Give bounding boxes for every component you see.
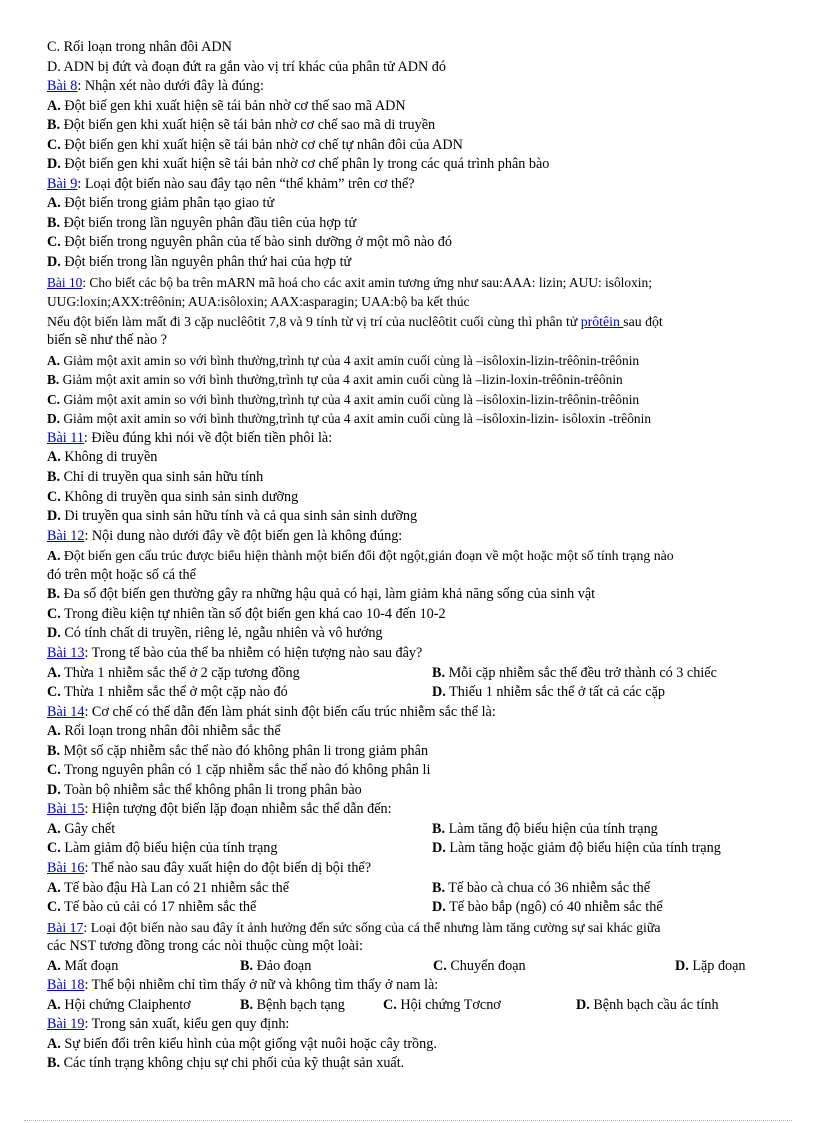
question-12: Bài 12: Nội dung nào dưới đây về đột biến gen là không đúng: — [47, 527, 403, 544]
q15-option-c: C. Làm giảm độ biểu hiện của tính trạng — [47, 840, 278, 857]
q18-option-a: A. Hội chứng Claiphentơ — [47, 996, 191, 1013]
q15-option-d: D. Làm tăng hoặc giảm độ biểu hiện của tính trạng — [432, 840, 721, 857]
question-11: Bài 11: Điều đúng khi nói về đột biến tiền phôi là: — [47, 429, 333, 446]
question-10-condition: Nếu đột biến làm mất đi 3 cặp nuclêôtit 7,8 và 9 tính từ vị trí của nuclêôtit cuối cùng thì phân tử prôtêin sau đột — [47, 313, 663, 329]
q17-option-b: B. Đảo đoạn — [240, 957, 312, 974]
question-15-link[interactable]: Bài 15 — [47, 801, 85, 818]
q9-option-a: A. Đột biến trong giảm phân tạo giao tử — [47, 195, 275, 212]
q8-option-c: C. Đột biến gen khi xuất hiện sẽ tái bản nhờ cơ chế tự nhân đôi của ADN — [47, 136, 463, 153]
q16-option-d: D. Tế bào bắp (ngô) có 40 nhiễm sắc thể — [432, 899, 663, 916]
question-19: Bài 19: Trong sản xuất, kiểu gen quy định: — [47, 1016, 290, 1033]
option-c: C. Rối loạn trong nhân đôi ADN — [47, 39, 232, 55]
q19-option-b: B. Các tính trạng không chịu sự chi phối của kỹ thuật sản xuất. — [47, 1055, 405, 1072]
protein-link[interactable]: prôtêin — [580, 313, 624, 329]
question-10-ask: biến sẽ như thế nào ? — [47, 332, 167, 349]
question-16-link[interactable]: Bài 16 — [47, 859, 85, 876]
question-12-link[interactable]: Bài 12 — [47, 527, 85, 544]
q14-option-b: B. Một số cặp nhiễm sắc thể nào đó không phân li trong giảm phân — [47, 742, 429, 759]
q15-option-a: A. Gây chết — [47, 820, 116, 837]
q15-option-b: B. Làm tăng độ biểu hiện của tính trạng — [432, 820, 658, 837]
question-8: Bài 8: Nhận xét nào dưới đây là đúng: — [47, 78, 264, 95]
question-18-link[interactable]: Bài 18 — [47, 977, 85, 994]
question-10-link[interactable]: Bài 10 — [47, 274, 83, 290]
question-19-link[interactable]: Bài 19 — [47, 1016, 85, 1033]
q12-option-a-cont: đó trên một hoặc số cá thể — [47, 566, 196, 583]
question-17-cont: các NST tương đồng trong các nòi thuộc cùng một loài: — [47, 938, 363, 955]
q12-option-a: A. Đột biến gen cấu trúc được biểu hiện thành một biến đổi đột ngột,gián đoạn về một hoặc một số tính trạng nào — [47, 548, 674, 564]
q8-option-d: D. Đột biến gen khi xuất hiện sẽ tái bản nhờ cơ chế phân ly trong các quá trình phân bào — [47, 156, 550, 173]
q11-option-a: A. Không di truyền — [47, 449, 158, 466]
q12-option-c: C. Trong điều kiện tự nhiên tần số đột biến gen khá cao 10-4 đến 10-2 — [47, 605, 446, 622]
q11-option-b: B. Chỉ di truyền qua sinh sản hữu tính — [47, 469, 264, 486]
q9-option-d: D. Đột biến trong lần nguyên phân thứ hai của hợp tử — [47, 254, 352, 271]
q18-option-d: D. Bệnh bạch cầu ác tính — [576, 996, 719, 1013]
question-14-link[interactable]: Bài 14 — [47, 703, 85, 720]
question-9-link[interactable]: Bài 9 — [47, 175, 78, 192]
q13-option-a: A. Thừa 1 nhiễm sắc thể ở 2 cặp tương đồng — [47, 664, 300, 681]
q17-option-c: C. Chuyển đoạn — [433, 957, 526, 974]
q13-options-row-1 — [47, 664, 771, 684]
q16-option-b: B. Tế bào cà chua có 36 nhiễm sắc thể — [432, 879, 650, 896]
option-d: D. ADN bị đứt và đoạn đứt ra gắn vào vị trí khác của phân tử ADN đó — [47, 58, 446, 75]
question-8-link[interactable]: Bài 8 — [47, 78, 78, 95]
question-9: Bài 9: Loại đột biến nào sau đây tạo nên “thể khảm” trên cơ thể? — [47, 175, 415, 192]
q12-option-b: B. Đa số đột biến gen thường gây ra những hậu quả có hại, làm giảm khả năng sống của sinh vật — [47, 586, 596, 603]
question-10-codons: UUG:loxin;AXX:trêônin; AUA:isôloxin; AAX:asparagin; UAA:bộ ba kết thúc — [47, 294, 470, 310]
question-13-link[interactable]: Bài 13 — [47, 644, 85, 661]
question-17: Bài 17: Loại đột biến nào sau đây ít ảnh hưởng đến sức sống của cá thể nhưng làm tăng cường sự sai khác giữa — [47, 919, 661, 935]
q8-option-a: A. Đột biế gen khi xuất hiện sẽ tái bản nhờ cơ thế sao mã ADN — [47, 97, 406, 114]
question-16: Bài 16: Thể nào sau đây xuất hiện do đột biến dị bội thể? — [47, 859, 372, 876]
question-11-link[interactable]: Bài 11 — [47, 429, 84, 446]
q16-options-row-2 — [47, 898, 771, 918]
q13-option-c: C. Thừa 1 nhiễm sắc thể ở một cặp nào đó — [47, 684, 288, 701]
q10-option-c: C. Giảm một axit amin so với bình thường,trình tự của 4 axit amin cuối cùng là –isôloxin-lizin-trêônin-trêônin — [47, 391, 640, 407]
question-14: Bài 14: Cơ chế có thể dẫn đến làm phát sinh đột biến cấu trúc nhiễm sắc thể là: — [47, 703, 496, 720]
q9-option-c: C. Đột biến trong nguyên phân của tế bào sinh dưỡng ở một mô nào đó — [47, 234, 452, 251]
q11-option-c: C. Không di truyền qua sinh sản sinh dưỡng — [47, 488, 299, 505]
q11-option-d: D. Di truyền qua sinh sản hữu tính và cả qua sinh sản sinh dưỡng — [47, 508, 418, 525]
q19-option-a: A. Sự biến đổi trên kiểu hình của một giống vật nuôi hoặc cây trồng. — [47, 1035, 437, 1052]
q18-option-c: C. Hội chứng Tơcnơ — [383, 996, 501, 1013]
q10-option-d: D. Giảm một axit amin so với bình thường,trình tự của 4 axit amin cuối cùng là –isôloxin-lizin- isôloxin -trêônin — [47, 411, 652, 427]
question-10: Bài 10: Cho biết các bộ ba trên mARN mã hoá cho các axit amin tương ứng như sau:AAA: lizin; AUU: isôloxin; — [47, 274, 652, 290]
q13-option-b: B. Mỗi cặp nhiễm sắc thể đều trở thành có 3 chiếc — [432, 664, 717, 681]
document-page — [47, 38, 771, 1074]
question-15: Bài 15: Hiện tượng đột biến lặp đoạn nhiễm sắc thể dẫn đến: — [47, 801, 392, 818]
q17-options-row — [47, 957, 771, 977]
q16-option-c: C. Tế bào củ cải có 17 nhiễm sắc thể — [47, 899, 257, 916]
q9-option-b: B. Đột biến trong lần nguyên phân đầu tiên của hợp tử — [47, 214, 357, 231]
page-bottom-rule — [24, 1120, 792, 1121]
q18-options-row — [47, 996, 771, 1016]
q13-options-row-2 — [47, 683, 771, 703]
q14-option-d: D. Toàn bộ nhiễm sắc thể không phân li trong phân bào — [47, 781, 362, 798]
question-17-link[interactable]: Bài 17 — [47, 919, 84, 935]
question-18: Bài 18: Thể bội nhiễm chỉ tìm thấy ở nữ và không tìm thấy ở nam là: — [47, 977, 439, 994]
q15-options-row-1 — [47, 820, 771, 840]
q16-option-a: A. Tế bào đậu Hà Lan có 21 nhiễm sắc thể — [47, 879, 290, 896]
question-13: Bài 13: Trong tế bào của thể ba nhiễm có hiện tượng nào sau đây? — [47, 644, 423, 661]
q18-option-b: B. Bệnh bạch tạng — [240, 996, 345, 1013]
q14-option-a: A. Rối loạn trong nhân đôi nhiễm sắc thể — [47, 723, 281, 740]
q13-option-d: D. Thiếu 1 nhiễm sắc thể ở tất cả các cặp — [432, 684, 665, 701]
q10-option-a: A. Giảm một axit amin so với bình thường,trình tự của 4 axit amin cuối cùng là –isôloxin-lizin-trêônin-trêônin — [47, 352, 640, 368]
q12-option-d: D. Có tính chất di truyền, riêng lẻ, ngẫu nhiên và vô hướng — [47, 625, 383, 642]
q16-options-row-1 — [47, 879, 771, 899]
q17-option-d: D. Lặp đoạn — [675, 957, 746, 974]
q10-option-b: B. Giảm một axit amin so với bình thường,trình tự của 4 axit amin cuối cùng là –lizin-loxin-trêônin-trêônin — [47, 372, 623, 388]
q17-option-a: A. Mất đoạn — [47, 957, 119, 974]
q15-options-row-2 — [47, 839, 771, 859]
q8-option-b: B. Đột biến gen khi xuất hiện sẽ tái bản nhờ cơ chế sao mã di truyền — [47, 117, 436, 134]
q14-option-c: C. Trong nguyên phân có 1 cặp nhiễm sắc thể nào đó không phân li — [47, 762, 431, 779]
